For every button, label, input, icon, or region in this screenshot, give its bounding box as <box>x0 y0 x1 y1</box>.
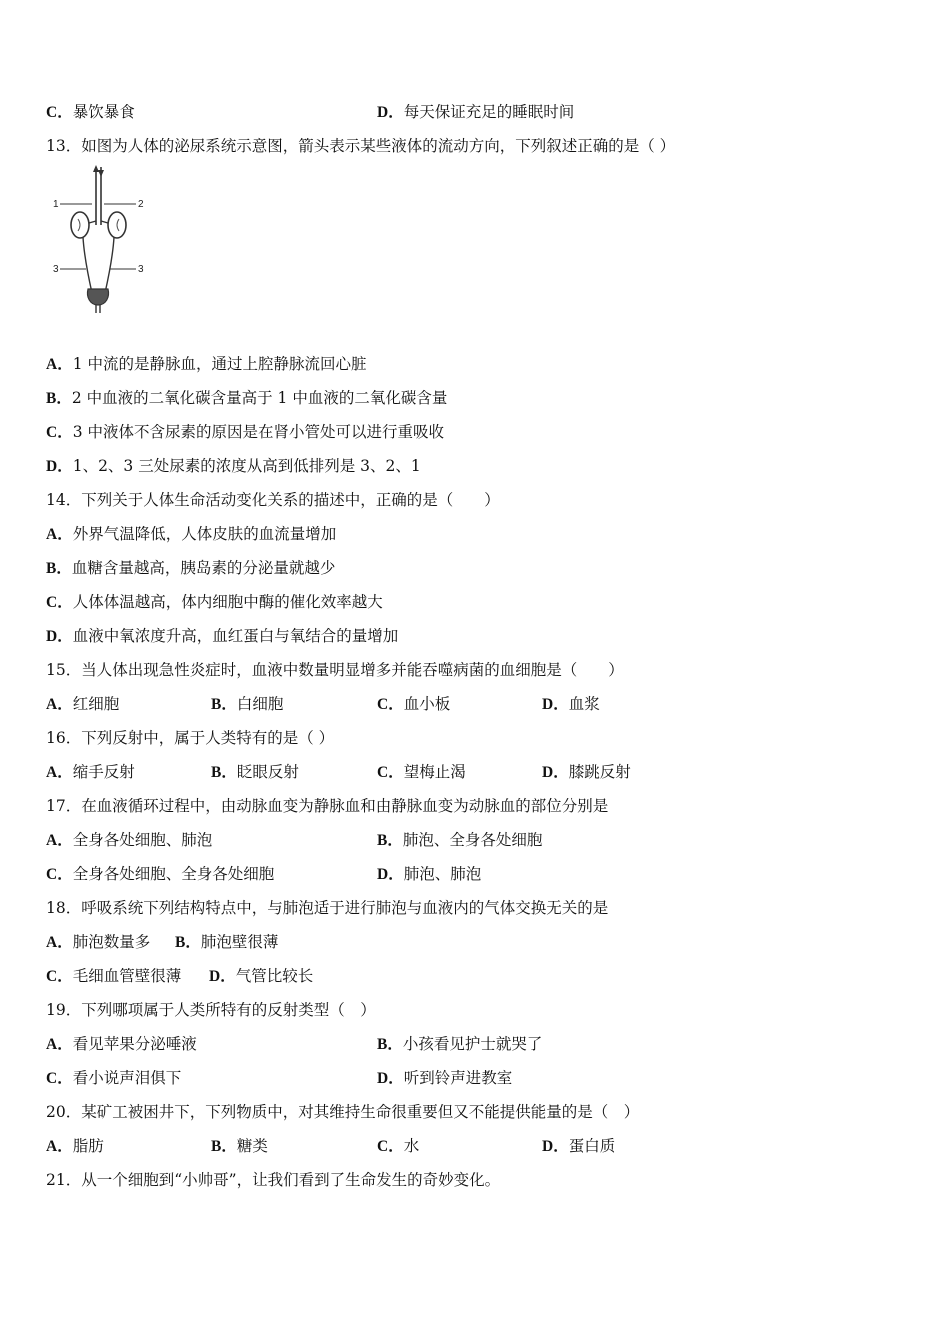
q18-option-b: B．肺泡壁很薄 <box>175 933 279 951</box>
q14-option-c: C．人体体温越高，体内细胞中酶的催化效率越大 <box>46 593 383 611</box>
q14-stem: 14．下列关于人体生命活动变化关系的描述中，正确的是（ ） <box>46 491 500 509</box>
q16-option-d: D．膝跳反射 <box>542 763 631 781</box>
figure-label-2: 2 <box>138 199 144 210</box>
q19-stem: 19．下列哪项属于人类所特有的反射类型（ ） <box>46 1001 376 1019</box>
q21-stem: 21．从一个细胞到“小帅哥”，让我们看到了生命发生的奇妙变化。 <box>46 1171 501 1189</box>
q16-option-b: B．眨眼反射 <box>211 763 299 781</box>
q13-option-a: A．1 中流的是静脉血，通过上腔静脉流回心脏 <box>46 355 367 373</box>
q19-option-a: A．看见苹果分泌唾液 <box>46 1035 197 1053</box>
q20-option-a: A．脂肪 <box>46 1137 104 1155</box>
q17-stem: 17．在血液循环过程中，由动脉血变为静脉血和由静脉血变为动脉血的部位分别是 <box>46 797 609 815</box>
q12-option-c: C．暴饮暴食 <box>46 103 135 121</box>
q18-option-d: D．气管比较长 <box>209 967 314 985</box>
q17-option-d: D．肺泡、肺泡 <box>377 865 482 883</box>
q13-option-b: B．2 中血液的二氧化碳含量高于 1 中血液的二氧化碳含量 <box>46 389 448 407</box>
urinary-system-diagram <box>52 165 152 313</box>
q16-option-a: A．缩手反射 <box>46 763 135 781</box>
q20-option-d: D．蛋白质 <box>542 1137 616 1155</box>
q17-option-a: A．全身各处细胞、肺泡 <box>46 831 213 849</box>
q12-option-d: D．每天保证充足的睡眠时间 <box>377 103 575 121</box>
q19-option-d: D．听到铃声进教室 <box>377 1069 513 1087</box>
q14-option-d: D．血液中氧浓度升高，血红蛋白与氧结合的量增加 <box>46 627 399 645</box>
q19-option-c: C．看小说声泪俱下 <box>46 1069 182 1087</box>
q20-option-b: B．糖类 <box>211 1137 268 1155</box>
q16-option-c: C．望梅止渴 <box>377 763 466 781</box>
q17-option-c: C．全身各处细胞、全身各处细胞 <box>46 865 275 883</box>
q13-option-c: C．3 中液体不含尿素的原因是在肾小管处可以进行重吸收 <box>46 423 444 441</box>
q15-option-c: C．血小板 <box>377 695 451 713</box>
q13-option-d: D．1、2、3 三处尿素的浓度从高到低排列是 3、2、1 <box>46 457 421 475</box>
q17-option-b: B．肺泡、全身各处细胞 <box>377 831 543 849</box>
q18-stem: 18．呼吸系统下列结构特点中，与肺泡适于进行肺泡与血液内的气体交换无关的是 <box>46 899 609 917</box>
q14-option-b: B．血糖含量越高，胰岛素的分泌量就越少 <box>46 559 336 577</box>
q18-option-c: C．毛细血管壁很薄 <box>46 967 182 985</box>
q13-stem: 13．如图为人体的泌尿系统示意图，箭头表示某些液体的流动方向，下列叙述正确的是（ ） <box>46 137 676 155</box>
q15-option-b: B．白细胞 <box>211 695 284 713</box>
q20-option-c: C．水 <box>377 1137 420 1155</box>
q20-stem: 20．某矿工被困井下，下列物质中，对其维持生命很重要但又不能提供能量的是（ ） <box>46 1103 640 1121</box>
q18-option-a: A．肺泡数量多 <box>46 933 151 951</box>
figure-label-3-right: 3 <box>138 264 144 275</box>
figure-label-3-left: 3 <box>53 264 59 275</box>
urinary-system-figure <box>52 165 152 313</box>
q14-option-a: A．外界气温降低，人体皮肤的血流量增加 <box>46 525 337 543</box>
q15-option-d: D．血浆 <box>542 695 600 713</box>
q19-option-b: B．小孩看见护士就哭了 <box>377 1035 543 1053</box>
q16-stem: 16．下列反射中，属于人类特有的是（ ） <box>46 729 335 747</box>
q15-option-a: A．红细胞 <box>46 695 120 713</box>
q15-stem: 15．当人体出现急性炎症时，血液中数量明显增多并能吞噬病菌的血细胞是（ ） <box>46 661 624 679</box>
figure-label-1: 1 <box>53 199 59 210</box>
